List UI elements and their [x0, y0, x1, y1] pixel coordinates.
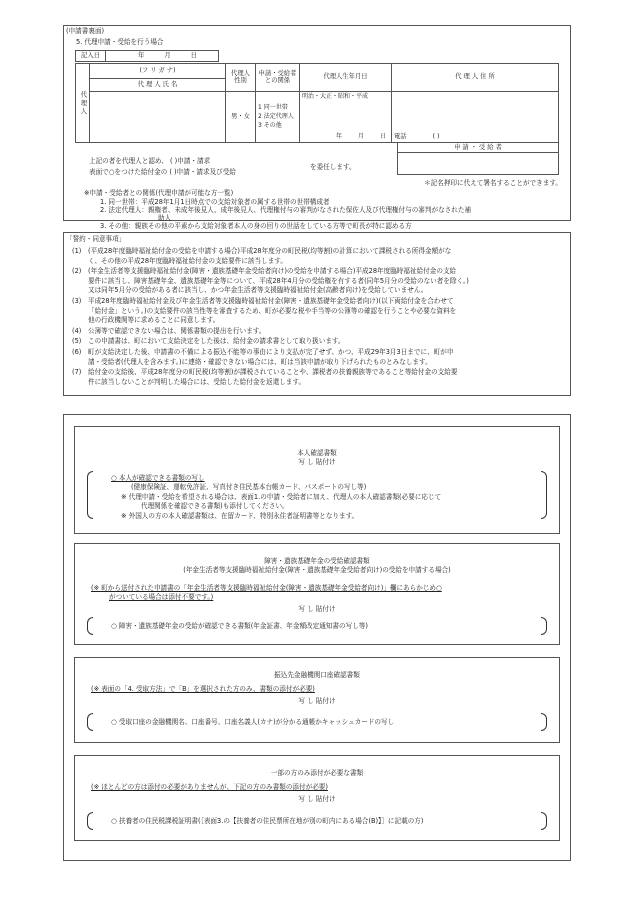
rep-gender-field[interactable]: 男・女: [226, 91, 256, 142]
identity-note-1a: ※ 代理申請・受給を希望される場合は、表面1.の申請・受給者に加え、代理人の本人確認書類(必要に応じて: [121, 493, 442, 501]
relation-note-1: 1. 同一世帯：平成28年1月1日時点での支給対象者の属する世帯の世帯構成者: [100, 198, 330, 206]
relation-option-3[interactable]: 3 その他: [258, 122, 282, 130]
pledge-item-line: 町が支給決定した後、申請書の不備による振込不能等の事由により支払が完了せず、かつ、平成29年3月3日までに、町が申: [88, 348, 454, 356]
bank-doc-box: [74, 657, 560, 743]
pension-doc-box: [74, 543, 560, 645]
pledge-item-line: 公簿等で確認できない場合は、関係書類の提出を行います。: [88, 326, 266, 335]
relation-option-2[interactable]: 2 法定代理人: [258, 113, 294, 121]
birth-day-label: 日: [379, 132, 386, 140]
identity-note-1b: 代理関係を確認できる書類)も添付してください。: [141, 502, 289, 510]
pension-subtitle: (年金生活者等支援臨時福祉給付金(障害・遺族基礎年金受給者向け)の受給を申請する場合): [183, 566, 451, 574]
entry-date-field[interactable]: [106, 51, 219, 62]
pension-attach-label: 写 し 貼付け: [298, 605, 336, 613]
pledge-item-number: (2): [72, 267, 82, 276]
pension-notice-1: (※ 町から送付された申請書の「年金生活者等支援臨時福祉給付金(障害・遺族基礎年金受給者向け)」欄にあらかじめ○: [91, 584, 442, 592]
pledge-item-line: 要件に該当し、障害基礎年金、遺族基礎年金等について、平成28年4月分の受給権を有する者(同年5月分の受給のない者を除く。): [88, 276, 469, 285]
bank-bracket-right: [541, 713, 547, 731]
entry-date-label: 記入日: [76, 51, 106, 62]
relation-note-2b: 助人: [158, 214, 172, 222]
bank-bracket-left: [87, 713, 93, 731]
identity-item-detail: (健康保険証、運転免許証、写真付き住民基本台帳カード、パスポートの写し等): [131, 483, 367, 491]
pledge-list: [72, 247, 564, 393]
entry-day-label: 日: [190, 52, 197, 59]
rep-name-header: 代 理 人 氏 名: [90, 78, 226, 91]
optional-bracket-left: [87, 812, 93, 830]
optional-notice: (※ ほとんどの方は添付の必要がありませんが、下記の方のみ書類の添付が必要): [91, 783, 328, 791]
pledge-item-number: (4): [72, 326, 82, 335]
relation-note-2a: 2. 法定代理人：親権者、未成年後見人、成年後見人、代理権付与の審判がなされた保佐人及び代理権付与の審判がなされた補: [100, 206, 472, 214]
section-title: 5. 代理申請・受給を行う場合: [76, 38, 164, 46]
pledge-item-number: (1): [72, 247, 82, 255]
identity-subtitle: 写 し 貼付け: [298, 458, 336, 466]
applicant-sign-box[interactable]: [397, 143, 559, 175]
pension-item[interactable]: ○ 障害・遺族基礎年金の受給が確認できる書類(年金証書、年金額改定通知書の写し等): [111, 622, 368, 630]
applicant-header: 申 請 ・ 受 給 者: [398, 143, 558, 153]
proxy-side-label: 代理人: [76, 64, 90, 143]
relation-header: 申請・受給者との関係: [256, 64, 300, 92]
rep-birth-field[interactable]: [300, 91, 392, 142]
rep-address-field[interactable]: [392, 91, 559, 142]
pledge-item-number: (6): [72, 348, 82, 356]
pledge-item-line: 「給付金」という。)の支給要件の該当性等を審査するため、町が必要な税や手当等の公簿等の確認を行うことや必要な資料を: [88, 306, 457, 315]
pledge-item-line: 又は同年5月分の受給がある者に該当し、かつ年金生活者等支援臨時福祉給付金(高齢者向け)を受給していません。: [88, 286, 428, 295]
identity-title: 本人確認書類: [297, 449, 337, 457]
optional-title: 一部の方のみ添付が必要な書類: [270, 769, 364, 777]
relation-option-1[interactable]: 1 同一世帯: [258, 104, 288, 112]
proxy-section: [63, 25, 571, 230]
identity-bracket-right: [541, 471, 547, 519]
bank-title: 振込先金融機関口座確認書類: [274, 671, 360, 679]
era-options: 明治・大正・昭和・平成: [302, 92, 369, 100]
optional-doc-box: [74, 755, 560, 841]
pledge-item-number: (7): [72, 368, 82, 377]
identity-doc-box: [74, 426, 560, 534]
pledge-item-line: この申請書は、町において支給決定をした後は、給付金の請求書として取り扱います。: [88, 337, 345, 346]
pledge-item-line: 件に該当しないことが判明した場合には、受給した給付金を返還します。: [88, 377, 306, 386]
optional-attach-label: 写 し 貼付け: [298, 795, 336, 803]
attachments-section: [63, 414, 571, 861]
pledge-item-line: 給付金の支給後、平成28年度分の町民税(均等割)が課税されていることや、課税者の扶養親族等であること等給付金の支給要: [88, 368, 458, 377]
delegation-suffix: を委任します。: [310, 163, 356, 171]
identity-item-main[interactable]: ○ 本人が確認できる書類の写し: [111, 474, 205, 482]
rep-address-header: 代 理 人 住 所: [392, 64, 559, 92]
identity-note-2: ※ 外国人の方の本人確認書類は、在留カード、特別永住者証明書等となります。: [121, 512, 359, 520]
furigana-label: (フ リ ガ ナ): [90, 64, 226, 79]
rep-gender-header: 代理人性別: [226, 64, 256, 92]
bank-attach-label: 写 し 貼付け: [298, 697, 336, 705]
delegation-line-1: 上記の者を代理人と認め、 ( )申請・請求: [89, 157, 211, 165]
rep-name-field[interactable]: [90, 91, 226, 142]
phone-label: 電話: [394, 133, 407, 141]
bank-item[interactable]: ○ 受取口座の金融機関名、口座番号、口座名義人(カナ)が分かる通帳かキャッシュカードの写し: [111, 718, 395, 726]
pension-notice-2: がついている場合は添付不要です。): [109, 593, 214, 601]
pledge-item-line: (平成28年度臨時福祉給付金の受給を申請する場合)平成28年度分の町民税(均等割)の計算において課税される所得金額がな: [88, 247, 452, 255]
pledge-item-line: 請・受給者(代理人を含みます。)に連絡・確認できない場合には、町は当該申請が取り下げられたものとみなします。: [88, 357, 432, 366]
relation-field[interactable]: [256, 91, 300, 142]
pension-bracket-right: [541, 617, 547, 635]
birth-year-label: 年: [336, 132, 343, 140]
signature-note: ＊記名押印に代えて署名することができます。: [424, 179, 562, 187]
page-side-label: (申請書裏面): [66, 27, 105, 35]
entry-year-label: 年: [138, 52, 145, 59]
pledge-item-line: 他の行政機関等に求めることに同意します。: [88, 316, 220, 325]
optional-bracket-right: [541, 812, 547, 830]
rep-birth-header: 代理人生年月日: [300, 64, 392, 92]
entry-month-label: 月: [164, 52, 171, 59]
pledge-item-line: (年金生活者等支援臨時福祉給付金(障害・遺族基礎年金受給者向け)の受給を申請する場合)平成28年度臨時福祉給付金の支給: [88, 267, 457, 276]
bank-notice: (※ 表面の「4. 受取方法」で「B」を選択された方のみ、書類の添付が必要): [91, 685, 315, 693]
entry-date-table: [75, 50, 219, 62]
pension-title: 障害・遺族基礎年金の受給確認書類: [264, 557, 370, 565]
pledge-title: 「誓約・同意事項」: [66, 235, 126, 243]
birth-month-label: 月: [357, 132, 364, 140]
proxy-table: [75, 63, 559, 143]
identity-bracket-left: [87, 471, 93, 519]
pension-bracket-left: [87, 617, 93, 635]
pledge-section: [63, 232, 571, 396]
pledge-item-number: (5): [72, 337, 82, 346]
relation-note-title: ※申請・受給者との関係(代理申請が可能な方一覧): [84, 189, 234, 197]
phone-parens: ( ): [432, 133, 440, 141]
pledge-item-line: く、その他の平成28年度臨時福祉給付金の支給要件に該当します。: [88, 256, 287, 265]
relation-note-3: 3. その他：親族その他の平素から支給対象者本人の身の回りの世話をしている方等で町長が特に認める方: [100, 222, 412, 230]
pledge-item-line: 平成28年度臨時福祉給付金及び年金生活者等支援臨時福祉給付金(障害・遺族基礎年金受給者向け)(以下両給付金を合わせて: [88, 297, 454, 305]
optional-item[interactable]: ○ 扶養者の住民税課税証明書(［表面3.の【扶養者の住民票所在地が別の町内にある場合(B)】］に記載の方): [111, 817, 424, 825]
pledge-item-number: (3): [72, 297, 82, 305]
delegation-line-2: 表面で○をつけた給付金の ( )申請・請求及び受給: [89, 168, 236, 176]
